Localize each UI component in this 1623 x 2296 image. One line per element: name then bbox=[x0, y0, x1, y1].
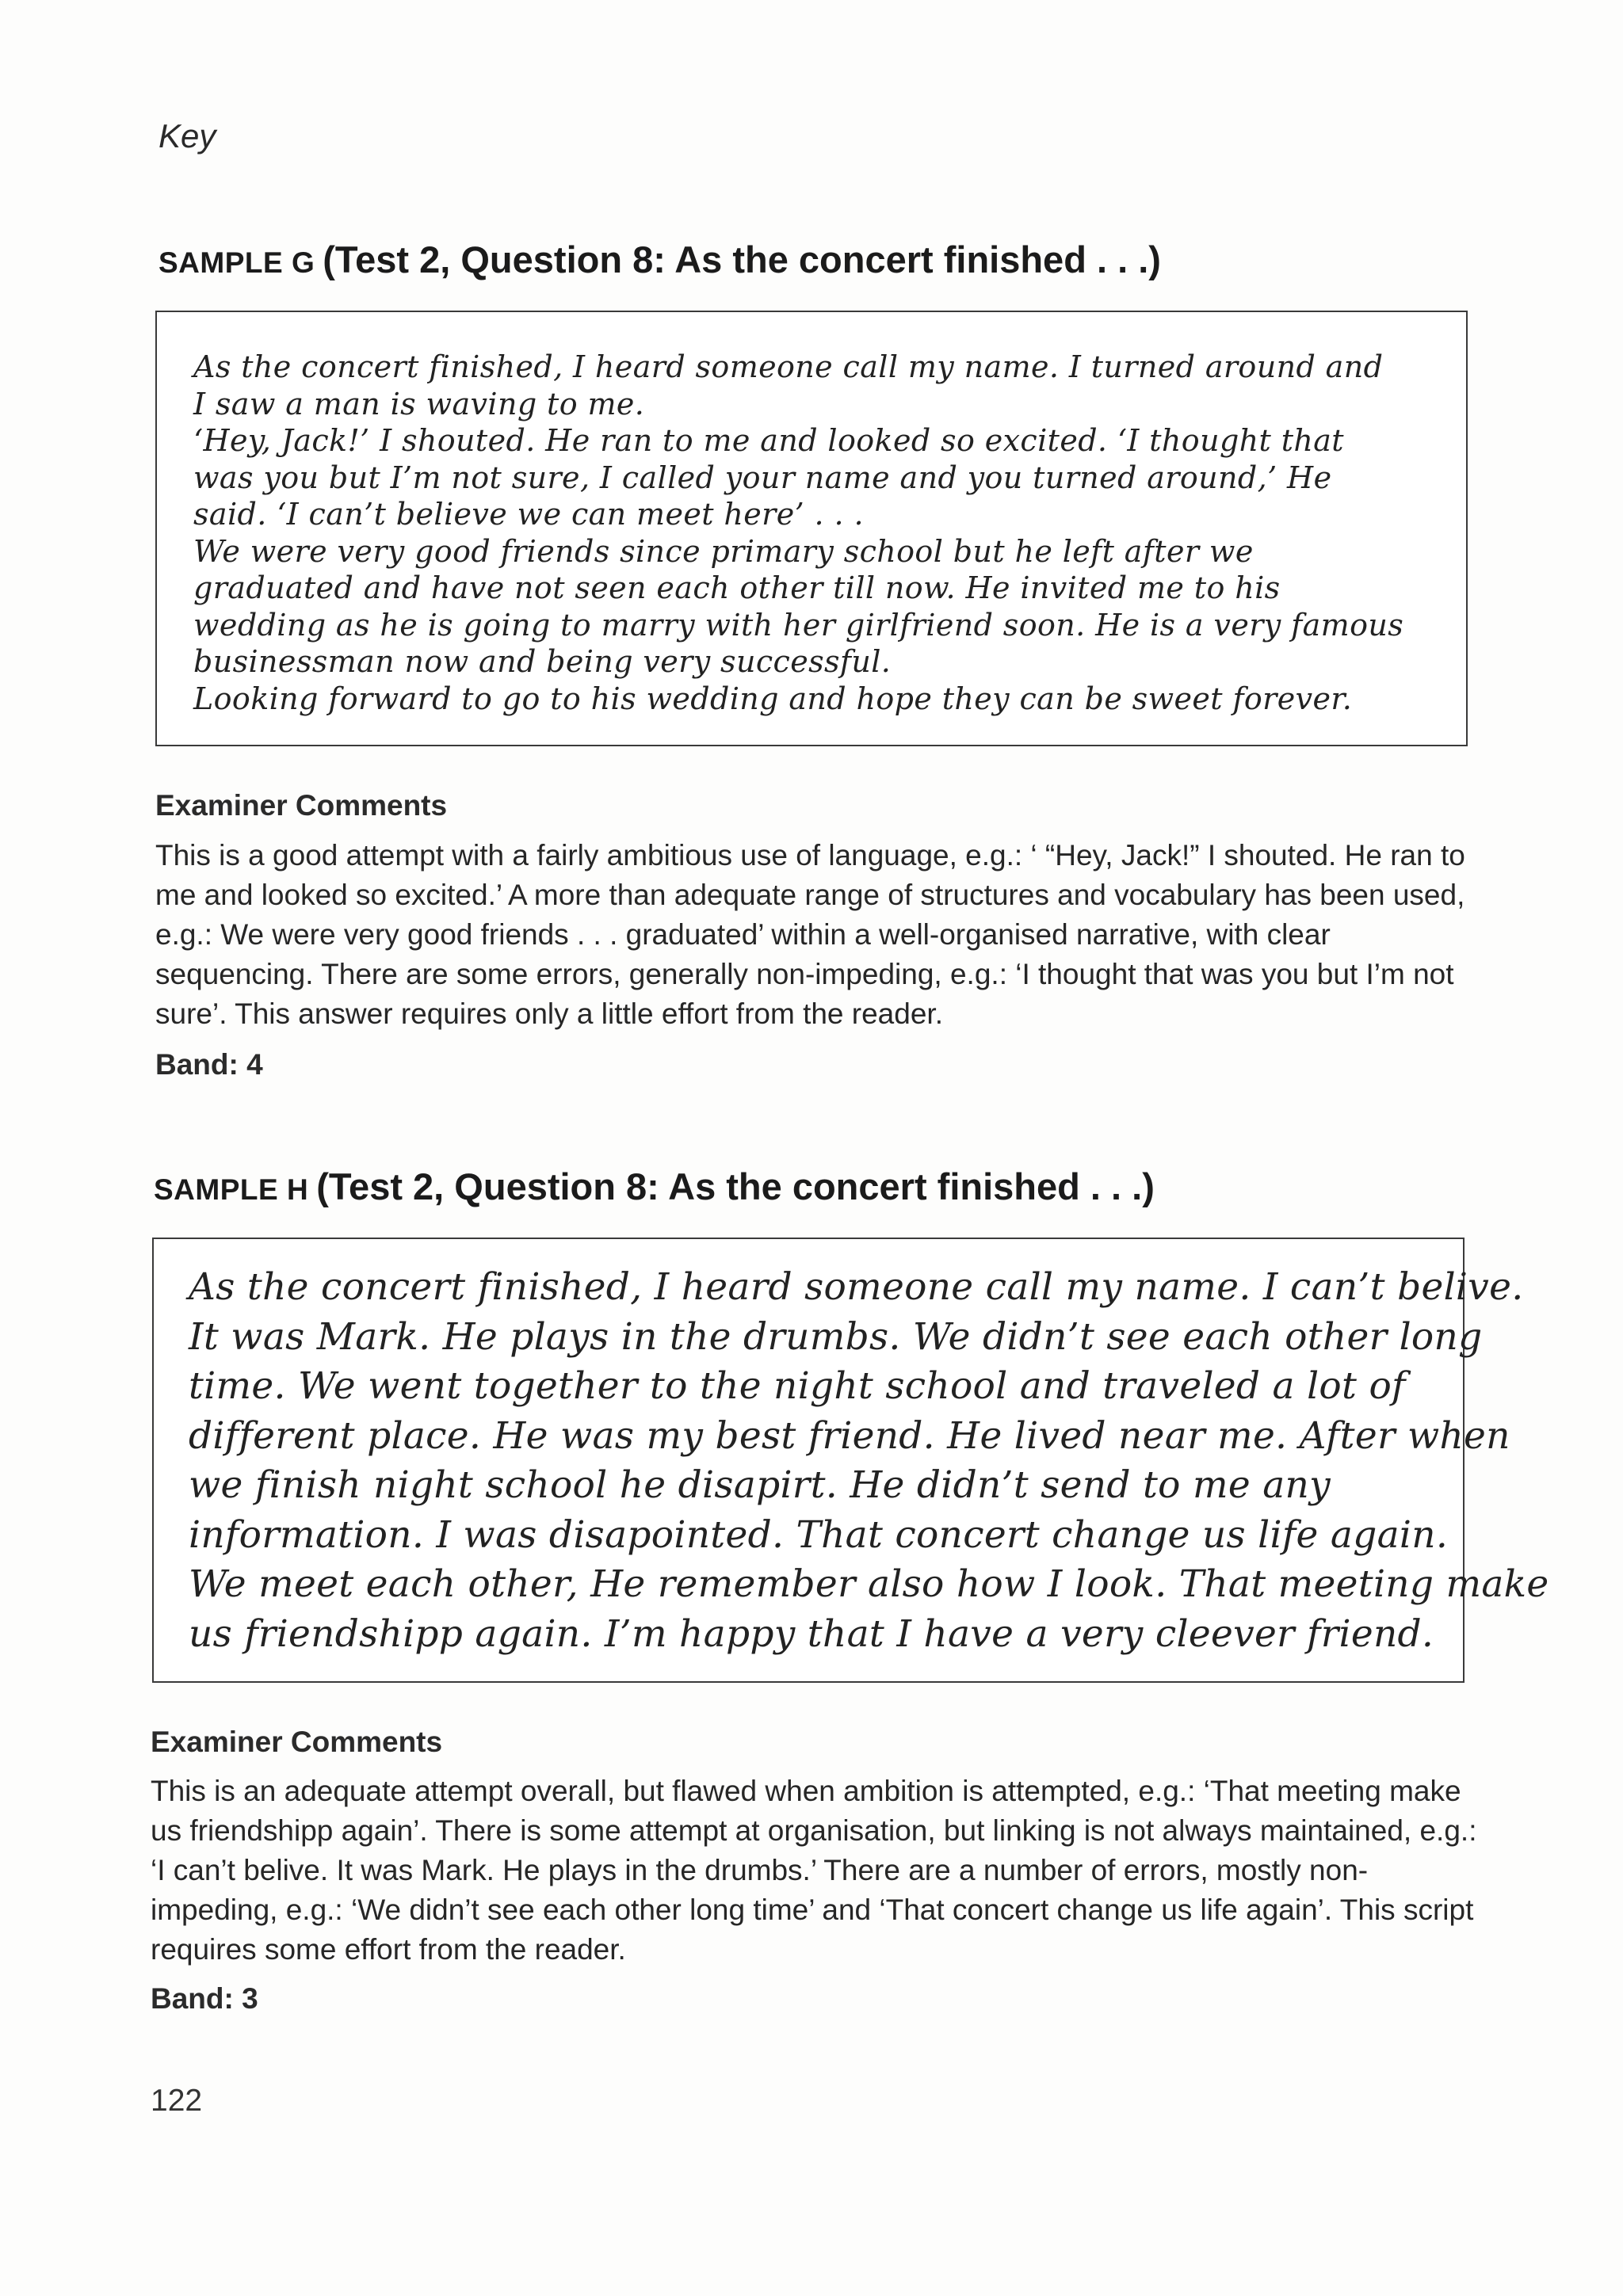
script-line: different place. He was my best friend. He lived near me. After when bbox=[189, 1413, 1510, 1458]
page-number: 122 bbox=[151, 2084, 203, 2118]
script-line: ‘Hey, Jack!’ I shouted. He ran to me and looked so excited. ‘I thought that bbox=[193, 423, 1344, 458]
sample-h-band: Band: 3 bbox=[151, 1982, 258, 2015]
script-line: As the concert finished, I heard someone call my name. I can’t belive. bbox=[189, 1265, 1524, 1309]
script-line: graduated and have not seen each other till now. He invited me to his bbox=[193, 570, 1281, 605]
script-line: As the concert finished, I heard someone call my name. I turned around and bbox=[193, 349, 1384, 384]
sample-h-tag: SAMPLE H bbox=[154, 1173, 309, 1206]
sample-h-comments-heading: Examiner Comments bbox=[151, 1726, 443, 1758]
sample-g-heading bbox=[158, 238, 1161, 281]
script-line: us friendshipp again. I’m happy that I have a very cleever friend. bbox=[189, 1611, 1434, 1656]
running-head: Key bbox=[158, 117, 216, 154]
sample-h-script-box bbox=[152, 1238, 1549, 1683]
sample-g-question: (Test 2, Question 8: As the concert finished . . .) bbox=[323, 238, 1161, 280]
script-line: said. ‘I can’t believe we can meet here’ . . . bbox=[193, 497, 864, 532]
sample-g-script-box bbox=[155, 311, 1468, 746]
sample-g-comments-heading: Examiner Comments bbox=[155, 789, 448, 822]
script-line: businessman now and being very successful. bbox=[193, 644, 892, 679]
script-line: I saw a man is waving to me. bbox=[193, 386, 645, 421]
script-line: Looking forward to go to his wedding and hope they can be sweet forever. bbox=[193, 681, 1353, 716]
script-line: wedding as he is going to marry with her girlfriend soon. He is a very famous bbox=[193, 607, 1404, 643]
script-line: was you but I’m not sure, I called your name and you turned around,’ He bbox=[193, 460, 1332, 495]
sample-h-heading bbox=[154, 1165, 1155, 1208]
sample-g-script bbox=[193, 349, 1461, 717]
sample-g-band: Band: 4 bbox=[155, 1048, 263, 1081]
script-line: It was Mark. He plays in the drumbs. We didn’t see each other long bbox=[189, 1314, 1483, 1359]
sample-h-question: (Test 2, Question 8: As the concert finished . . .) bbox=[316, 1165, 1155, 1207]
script-line: We were very good friends since primary school but he left after we bbox=[193, 533, 1254, 569]
sample-g-comments: This is a good attempt with a fairly ambitious use of language, e.g.: ‘ “Hey, Jack!” I shouted. He ran to me and looked so excited.’ A more than adequate range of structures and vocabulary has been used, e.g.: We were very good friends . . . graduated’ within a well-organised narrative, with clear sequencing. There are some errors, generally non-impeding, e.g.: ‘I thought that was you but I’m not sure’. This answer requires only a little effort from the reader. bbox=[155, 839, 1465, 1030]
script-line: We meet each other, He remember also how I look. That meeting make bbox=[189, 1562, 1549, 1606]
script-line: we finish night school he disapirt. He didn’t send to me any bbox=[189, 1463, 1331, 1507]
sample-g-tag: SAMPLE G bbox=[158, 246, 315, 279]
script-line: time. We went together to the night school and traveled a lot of bbox=[189, 1364, 1406, 1408]
sample-h-comments: This is an adequate attempt overall, but flawed when ambition is attempted, e.g.: ‘That meeting make us friendshipp again’. There is some attempt at organisation, but linking is not always maintained, e.g.: ‘I can’t belive. It was Mark. He plays in the drumbs.’ There are a number of errors, mostly non-impeding, e.g.: ‘We didn’t see each other long time’ and ‘That concert change us life again’. This script requires some effort from the reader. bbox=[151, 1775, 1477, 1966]
script-line: information. I was disapointed. That concert change us life again. bbox=[189, 1512, 1449, 1557]
sample-h-script bbox=[189, 1263, 1549, 1659]
